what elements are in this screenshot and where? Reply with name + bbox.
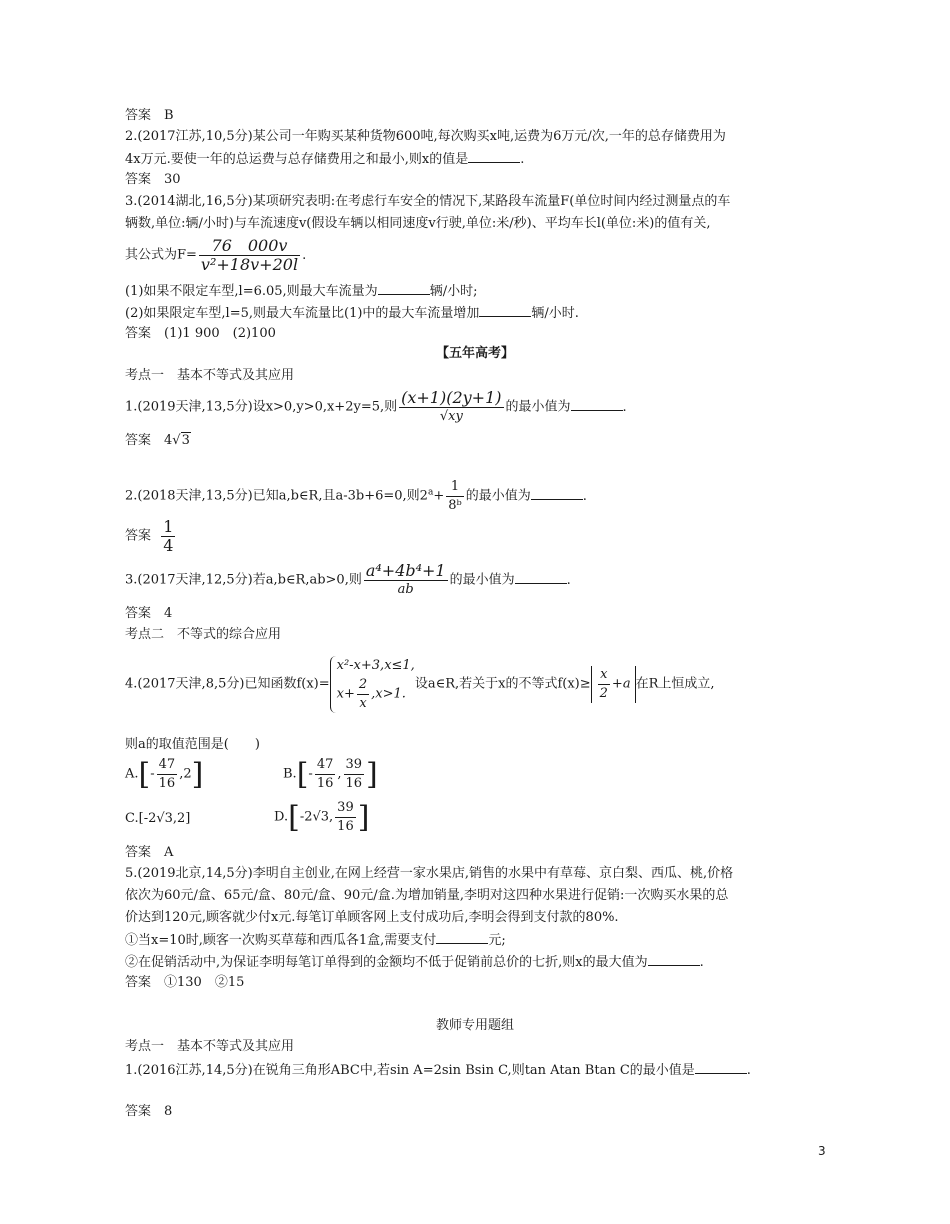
question-line: 4x万元.要使一年的总运费与总存储费用之和最小,则x的值是 . — [125, 152, 525, 167]
question-line: 4.(2017天津,8,5分)已知函数f(x)= x²-x+3,x≤1, x+ $\frac{2}{x}$ ,x>1. 设a∈R,若关于x的不等式f(x)≥ $\frac{x}{2}$ +a 在R上恒成立, — [125, 658, 715, 711]
piecewise-function: x²-x+3,x≤1, x+ $\frac{2}{x}$ ,x>1. — [330, 656, 415, 713]
blank-line — [695, 1061, 747, 1074]
fraction-expression: $\frac{1}{\text{8ᵇ}}$ — [448, 479, 462, 513]
formula-line: 其公式为F= $\frac{76 000v}{\text{v²+18v+20l}}$ . — [125, 236, 307, 274]
blank-line — [571, 398, 623, 411]
question-line: ①当x=10时,顾客一次购买草莓和西瓜各1盒,需要支付 元; — [125, 933, 506, 948]
blank-line — [479, 304, 531, 317]
question-line: 则a的取值范围是( ) — [125, 737, 260, 752]
answer-text: 答案 A — [125, 845, 174, 860]
answer-text: 答案 8 — [125, 1104, 173, 1119]
question-line: 2.(2018天津,13,5分)已知a,b∈R,且a-3b+6=0,则$2^a+$ $\frac{1}{\text{8ᵇ}}$ 的最小值为 . — [125, 479, 587, 513]
blank-line — [515, 571, 567, 584]
fraction-expression: $\frac{\text{a⁴+4b⁴+1}}{ab}$ — [365, 561, 446, 597]
answer-text: 答案 30 — [125, 172, 181, 187]
question-line: 2.(2017江苏,10,5分)某公司一年购买某种货物600吨,每次购买x吨,运费为6万元/次,一年的总存储费用为 — [125, 129, 726, 144]
answer-text: 答案 $\frac{1}{4}$ — [125, 517, 174, 555]
answer-text: 答案 4√3 — [125, 433, 190, 448]
question-line: 3.(2017天津,12,5分)若a,b∈R,ab>0,则 $\frac{\text{a⁴+4b⁴+1}}{ab}$ 的最小值为 . — [125, 561, 571, 597]
blank-line — [648, 953, 700, 966]
page-number: 3 — [818, 1144, 826, 1158]
topic-heading: 考点二 不等式的综合应用 — [125, 627, 282, 642]
question-line: 3.(2014湖北,16,5分)某项研究表明:在考虑行车安全的情况下,某路段车流量F(单位时间内经过测量点的车 — [125, 194, 731, 209]
blank-line — [378, 282, 430, 295]
option-b: B.[- $\frac{47}{16}$ , $\frac{39}{16}$ ] — [283, 756, 378, 792]
topic-heading: 考点一 基本不等式及其应用 — [125, 368, 295, 383]
question-line: 依次为60元/盒、65元/盒、80元/盒、90元/盒.为增加销量,李明对这四种水果进行促销:一次购买水果的总 — [125, 888, 729, 903]
option-c: C.[-2√3,2] — [125, 811, 191, 826]
answer-text: 答案 4 — [125, 606, 173, 621]
blank-line — [468, 150, 520, 163]
question-line: ②在促销活动中,为保证李明每笔订单得到的金额均不低于促销前总价的七折,则x的最大值为 . — [125, 955, 704, 970]
blank-line — [436, 931, 488, 944]
question-line: (2)如果限定车型,l=5,则最大车流量比(1)中的最大车流量增加 辆/小时. — [125, 306, 579, 321]
section-heading: 【五年高考】 — [435, 346, 514, 361]
answer-text: 答案 B — [125, 108, 174, 123]
question-line: 价达到120元,顾客就少付x元.每笔订单顾客网上支付成功后,李明会得到支付款的80%. — [125, 910, 619, 925]
flow-formula: $\frac{76 000v}{\text{v²+18v+20l}}$ — [200, 236, 299, 274]
question-line: 1.(2019天津,13,5分)设x>0,y>0,x+2y=5,则 $\frac{(x+1)(2y+1)}{√xy}$ 的最小值为 . — [125, 388, 627, 424]
question-line: 5.(2019北京,14,5分)李明自主创业,在网上经营一家水果店,销售的水果中有草莓、京白梨、西瓜、桃,价格 — [125, 866, 734, 881]
question-line: (1)如果不限定车型,l=6.05,则最大车流量为 辆/小时; — [125, 284, 478, 299]
option-a: A.[- $\frac{47}{16}$ ,2] — [125, 756, 204, 792]
section-heading: 教师专用题组 — [435, 1018, 514, 1033]
fraction-expression: $\frac{(x+1)(2y+1)}{√xy}$ — [401, 388, 502, 424]
answer-text: 答案 (1)1 900 (2)100 — [125, 326, 276, 341]
fraction-answer: $\frac{1}{4}$ — [163, 517, 174, 555]
blank-line — [531, 487, 583, 500]
option-d: D.[-2√3, $\frac{39}{16}$ ] — [274, 799, 370, 835]
answer-text: 答案 ①130 ②15 — [125, 975, 245, 990]
question-line: 辆数,单位:辆/小时)与车流速度v(假设车辆以相同速度v行驶,单位:米/秒)、平均车长l(单位:米)的值有关, — [125, 216, 711, 231]
question-line: 1.(2016江苏,14,5分)在锐角三角形ABC中,若sin A=2sin Bsin C,则tan Atan Btan C的最小值是 . — [125, 1063, 751, 1078]
absolute-value: $\frac{x}{2}$ +a — [591, 666, 636, 703]
topic-heading: 考点一 基本不等式及其应用 — [125, 1039, 295, 1054]
